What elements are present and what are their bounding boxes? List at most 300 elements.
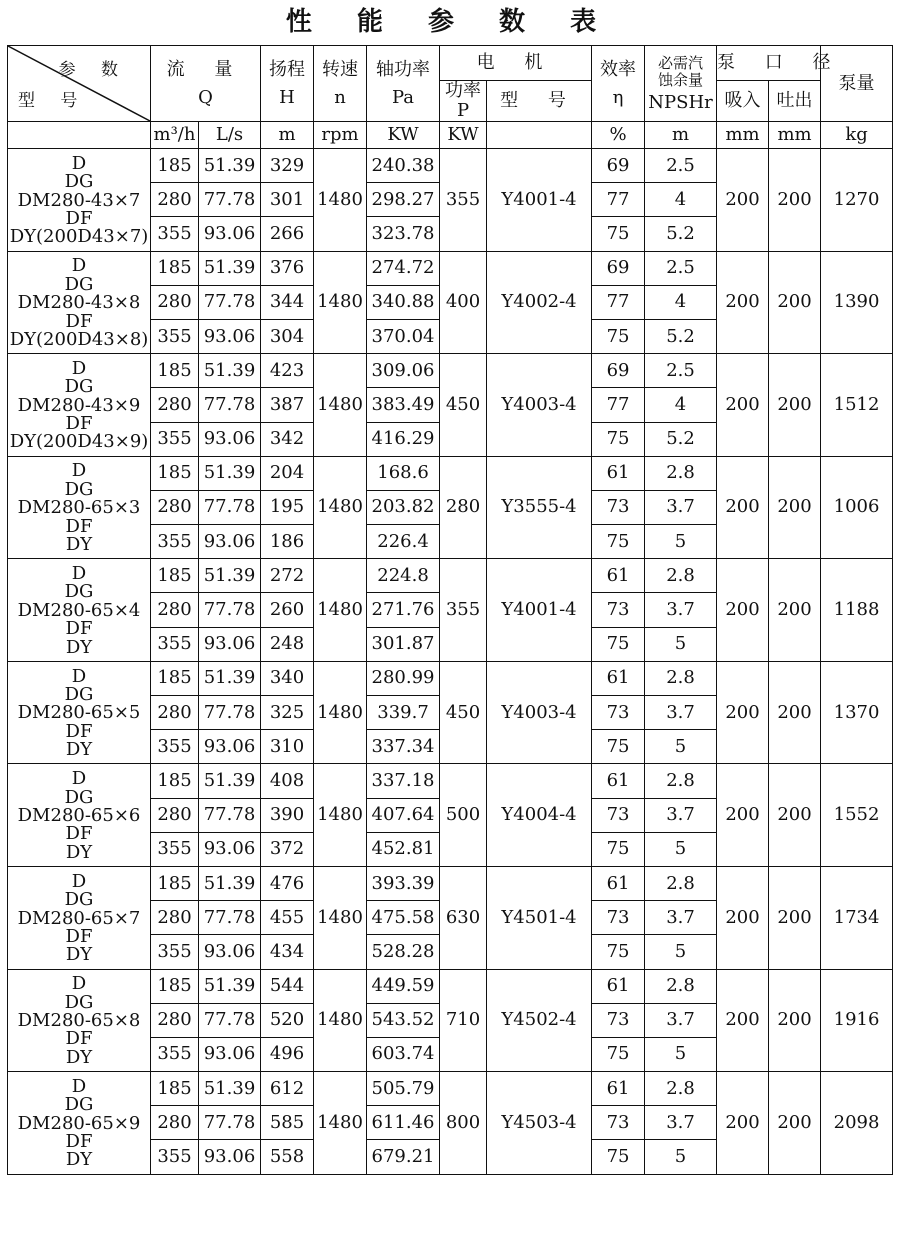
npsh-cell: 3.7 — [645, 593, 717, 627]
model-cell — [8, 456, 151, 559]
motor-power-cell: 280 — [440, 456, 487, 559]
model-line: DY — [65, 944, 93, 966]
head-cell: 434 — [261, 935, 314, 969]
speed-cell: 1480 — [314, 969, 367, 1072]
flow-ls-cell: 51.39 — [199, 251, 261, 285]
motor-power-cell: 800 — [440, 1072, 487, 1175]
shaft-power-cell: 168.6 — [367, 456, 440, 490]
head-cell: 520 — [261, 1003, 314, 1037]
shaft-power-cell: 370.04 — [367, 319, 440, 353]
shaft-power-cell: 271.76 — [367, 593, 440, 627]
flow-m3h-cell: 355 — [151, 525, 199, 559]
efficiency-cell: 61 — [592, 969, 645, 1003]
npsh-cell: 2.5 — [645, 354, 717, 388]
suction-cell: 200 — [717, 661, 769, 764]
npsh-cell: 2.8 — [645, 456, 717, 490]
head-cell: 612 — [261, 1072, 314, 1106]
npsh-cell: 2.8 — [645, 764, 717, 798]
model-line: DY — [65, 1046, 93, 1068]
efficiency-cell: 69 — [592, 149, 645, 183]
npsh-cell: 3.7 — [645, 1003, 717, 1037]
shaft-power-cell: 337.34 — [367, 730, 440, 764]
efficiency-cell: 73 — [592, 901, 645, 935]
flow-m3h-cell: 355 — [151, 627, 199, 661]
suction-cell: 200 — [717, 149, 769, 252]
npsh-cell: 4 — [645, 285, 717, 319]
header-discharge: 吐出 — [769, 81, 821, 122]
npsh-cell: 3.7 — [645, 798, 717, 832]
flow-m3h-cell: 185 — [151, 969, 199, 1003]
model-cell — [8, 969, 151, 1072]
discharge-cell: 200 — [769, 456, 821, 559]
header-motor-power-label: 功率 — [445, 80, 482, 101]
efficiency-cell: 69 — [592, 251, 645, 285]
motor-power-cell: 500 — [440, 764, 487, 867]
header-efficiency-symbol: η — [612, 86, 624, 108]
npsh-cell: 5.2 — [645, 422, 717, 456]
head-cell: 423 — [261, 354, 314, 388]
discharge-cell: 200 — [769, 764, 821, 867]
header-weight: 泵量 — [821, 46, 893, 122]
shaft-power-cell: 543.52 — [367, 1003, 440, 1037]
table-row — [8, 251, 893, 285]
flow-m3h-cell: 355 — [151, 422, 199, 456]
model-line: DM280-65×5 — [17, 702, 141, 724]
flow-ls-cell: 77.78 — [199, 901, 261, 935]
motor-model-cell: Y4001-4 — [487, 149, 592, 252]
flow-ls-cell: 93.06 — [199, 730, 261, 764]
flow-m3h-cell: 185 — [151, 661, 199, 695]
model-line: D — [71, 1075, 87, 1097]
efficiency-cell: 75 — [592, 525, 645, 559]
flow-ls-cell: 51.39 — [199, 1072, 261, 1106]
shaft-power-cell: 475.58 — [367, 901, 440, 935]
npsh-cell: 2.8 — [645, 661, 717, 695]
shaft-power-cell: 407.64 — [367, 798, 440, 832]
flow-ls-cell: 93.06 — [199, 627, 261, 661]
header-motor-power — [440, 81, 487, 122]
npsh-cell: 5 — [645, 627, 717, 661]
speed-cell: 1480 — [314, 149, 367, 252]
head-cell: 304 — [261, 319, 314, 353]
shaft-power-cell: 339.7 — [367, 696, 440, 730]
motor-power-cell: 630 — [440, 866, 487, 969]
head-cell: 186 — [261, 525, 314, 559]
suction-cell: 200 — [717, 456, 769, 559]
model-line: DM280-65×4 — [17, 599, 141, 621]
speed-cell: 1480 — [314, 1072, 367, 1175]
npsh-cell: 2.8 — [645, 866, 717, 900]
model-line: DM280-65×3 — [17, 497, 141, 519]
flow-ls-cell: 77.78 — [199, 593, 261, 627]
header-npsh-symbol: NPSHr — [648, 91, 713, 113]
flow-m3h-cell: 355 — [151, 832, 199, 866]
flow-m3h-cell: 355 — [151, 1140, 199, 1174]
header-speed-label: 转速 — [322, 58, 359, 80]
model-line: D — [71, 973, 87, 995]
motor-power-cell: 710 — [440, 969, 487, 1072]
npsh-cell: 3.7 — [645, 1106, 717, 1140]
speed-cell: 1480 — [314, 764, 367, 867]
model-line: DY(200D43×9) — [9, 431, 149, 453]
discharge-cell: 200 — [769, 969, 821, 1072]
model-cell — [8, 661, 151, 764]
model-line: DF — [65, 618, 93, 640]
shaft-power-cell: 298.27 — [367, 183, 440, 217]
model-line: DG — [64, 889, 94, 911]
flow-ls-cell: 93.06 — [199, 217, 261, 251]
unit-cell: mm — [717, 122, 769, 149]
motor-model-cell: Y4004-4 — [487, 764, 592, 867]
model-line: DF — [65, 310, 93, 332]
model-line: DG — [64, 478, 94, 500]
flow-ls-cell: 77.78 — [199, 490, 261, 524]
speed-cell: 1480 — [314, 866, 367, 969]
suction-cell: 200 — [717, 969, 769, 1072]
discharge-cell: 200 — [769, 1072, 821, 1175]
suction-cell: 200 — [717, 1072, 769, 1175]
head-cell: 310 — [261, 730, 314, 764]
flow-ls-cell: 77.78 — [199, 285, 261, 319]
head-cell: 266 — [261, 217, 314, 251]
head-cell: 301 — [261, 183, 314, 217]
suction-cell: 200 — [717, 559, 769, 662]
suction-cell: 200 — [717, 251, 769, 354]
model-line: DF — [65, 1028, 93, 1050]
model-line: D — [71, 870, 87, 892]
unit-cell: m³/h — [151, 122, 199, 149]
discharge-cell: 200 — [769, 149, 821, 252]
efficiency-cell: 73 — [592, 1106, 645, 1140]
model-line: DG — [64, 786, 94, 808]
flow-ls-cell: 93.06 — [199, 935, 261, 969]
model-line: DG — [64, 581, 94, 603]
flow-ls-cell: 51.39 — [199, 456, 261, 490]
flow-ls-cell: 77.78 — [199, 1003, 261, 1037]
head-cell: 376 — [261, 251, 314, 285]
npsh-cell: 3.7 — [645, 490, 717, 524]
npsh-cell: 3.7 — [645, 901, 717, 935]
npsh-cell: 5.2 — [645, 319, 717, 353]
flow-m3h-cell: 280 — [151, 696, 199, 730]
weight-cell: 1390 — [821, 251, 893, 354]
head-cell: 340 — [261, 661, 314, 695]
header-speed — [314, 46, 367, 122]
header-head-symbol: H — [279, 86, 295, 108]
efficiency-cell: 75 — [592, 217, 645, 251]
unit-cell: mm — [769, 122, 821, 149]
header-flow-label: 流 量 — [166, 58, 245, 80]
unit-cell: m — [645, 122, 717, 149]
header-motor: 电 机 — [440, 46, 592, 81]
header-flow-symbol: Q — [198, 86, 213, 108]
flow-ls-cell: 77.78 — [199, 1106, 261, 1140]
model-line: DY(200D43×7) — [9, 226, 149, 248]
model-cell — [8, 251, 151, 354]
flow-m3h-cell: 280 — [151, 901, 199, 935]
head-cell: 390 — [261, 798, 314, 832]
weight-cell: 1916 — [821, 969, 893, 1072]
table-row — [8, 149, 893, 183]
head-cell: 544 — [261, 969, 314, 1003]
flow-m3h-cell: 185 — [151, 456, 199, 490]
suction-cell: 200 — [717, 354, 769, 457]
model-cell — [8, 354, 151, 457]
flow-ls-cell: 77.78 — [199, 388, 261, 422]
model-line: DM280-43×9 — [17, 394, 141, 416]
flow-m3h-cell: 355 — [151, 319, 199, 353]
flow-m3h-cell: 355 — [151, 730, 199, 764]
efficiency-cell: 73 — [592, 798, 645, 832]
efficiency-cell: 75 — [592, 730, 645, 764]
head-cell: 204 — [261, 456, 314, 490]
header-flow — [151, 46, 261, 122]
shaft-power-cell: 452.81 — [367, 832, 440, 866]
head-cell: 496 — [261, 1037, 314, 1071]
shaft-power-cell: 528.28 — [367, 935, 440, 969]
shaft-power-cell: 603.74 — [367, 1037, 440, 1071]
discharge-cell: 200 — [769, 559, 821, 662]
efficiency-cell: 75 — [592, 832, 645, 866]
table-row — [8, 866, 893, 900]
npsh-cell: 5 — [645, 525, 717, 559]
model-line: DM280-43×8 — [17, 292, 141, 314]
flow-ls-cell: 77.78 — [199, 183, 261, 217]
flow-m3h-cell: 280 — [151, 183, 199, 217]
header-pump-port: 泵 口 径 — [717, 46, 821, 81]
model-line: DF — [65, 823, 93, 845]
efficiency-cell: 73 — [592, 490, 645, 524]
discharge-cell: 200 — [769, 354, 821, 457]
head-cell: 248 — [261, 627, 314, 661]
speed-cell: 1480 — [314, 559, 367, 662]
npsh-cell: 5.2 — [645, 217, 717, 251]
flow-ls-cell: 51.39 — [199, 354, 261, 388]
shaft-power-cell: 393.39 — [367, 866, 440, 900]
flow-ls-cell: 77.78 — [199, 696, 261, 730]
model-line: DG — [64, 171, 94, 193]
npsh-cell: 2.5 — [645, 149, 717, 183]
header-npsh — [645, 46, 717, 122]
discharge-cell: 200 — [769, 661, 821, 764]
flow-ls-cell: 93.06 — [199, 422, 261, 456]
discharge-cell: 200 — [769, 251, 821, 354]
flow-m3h-cell: 280 — [151, 285, 199, 319]
head-cell: 408 — [261, 764, 314, 798]
speed-cell: 1480 — [314, 456, 367, 559]
flow-m3h-cell: 280 — [151, 1003, 199, 1037]
model-line: DG — [64, 1094, 94, 1116]
units-corner-cell — [8, 122, 151, 149]
shaft-power-cell: 611.46 — [367, 1106, 440, 1140]
efficiency-cell: 61 — [592, 456, 645, 490]
suction-cell: 200 — [717, 764, 769, 867]
shaft-power-cell: 505.79 — [367, 1072, 440, 1106]
speed-cell: 1480 — [314, 661, 367, 764]
model-line: D — [71, 665, 87, 687]
model-cell — [8, 1072, 151, 1175]
efficiency-cell: 75 — [592, 627, 645, 661]
head-cell: 342 — [261, 422, 314, 456]
model-line: D — [71, 357, 87, 379]
flow-m3h-cell: 185 — [151, 354, 199, 388]
shaft-power-cell: 416.29 — [367, 422, 440, 456]
model-line: DM280-43×7 — [17, 189, 141, 211]
head-cell: 476 — [261, 866, 314, 900]
efficiency-cell: 77 — [592, 183, 645, 217]
table-row — [8, 661, 893, 695]
flow-m3h-cell: 280 — [151, 490, 199, 524]
head-cell: 329 — [261, 149, 314, 183]
model-line: DY — [65, 841, 93, 863]
efficiency-cell: 75 — [592, 1037, 645, 1071]
header-motor-power-symbol: P — [456, 100, 470, 121]
efficiency-cell: 61 — [592, 866, 645, 900]
flow-m3h-cell: 185 — [151, 251, 199, 285]
motor-model-cell: Y4002-4 — [487, 251, 592, 354]
npsh-cell: 5 — [645, 935, 717, 969]
weight-cell: 1734 — [821, 866, 893, 969]
header-npsh-line1: 必需汽 — [658, 53, 704, 72]
head-cell: 387 — [261, 388, 314, 422]
performance-table — [7, 45, 893, 1175]
model-line: D — [71, 255, 87, 277]
weight-cell: 1552 — [821, 764, 893, 867]
head-cell: 585 — [261, 1106, 314, 1140]
model-cell — [8, 149, 151, 252]
header-motor-model: 型 号 — [487, 81, 592, 122]
header-head-label: 扬程 — [269, 58, 306, 80]
flow-ls-cell: 51.39 — [199, 559, 261, 593]
model-cell — [8, 764, 151, 867]
speed-cell: 1480 — [314, 354, 367, 457]
model-line: DF — [65, 413, 93, 435]
shaft-power-cell: 337.18 — [367, 764, 440, 798]
model-line: DM280-65×9 — [17, 1112, 141, 1134]
npsh-cell: 4 — [645, 388, 717, 422]
table-row — [8, 456, 893, 490]
flow-m3h-cell: 355 — [151, 217, 199, 251]
model-line: DG — [64, 376, 94, 398]
motor-power-cell: 450 — [440, 354, 487, 457]
efficiency-cell: 61 — [592, 661, 645, 695]
flow-ls-cell: 51.39 — [199, 866, 261, 900]
npsh-cell: 5 — [645, 1037, 717, 1071]
unit-cell: rpm — [314, 122, 367, 149]
efficiency-cell: 61 — [592, 559, 645, 593]
weight-cell: 1370 — [821, 661, 893, 764]
unit-cell: KW — [440, 122, 487, 149]
header-efficiency-label: 效率 — [600, 58, 637, 80]
model-line: DY — [65, 636, 93, 658]
flow-ls-cell: 93.06 — [199, 319, 261, 353]
flow-m3h-cell: 280 — [151, 798, 199, 832]
model-line: DF — [65, 207, 93, 229]
head-cell: 344 — [261, 285, 314, 319]
efficiency-cell: 77 — [592, 285, 645, 319]
shaft-power-cell: 449.59 — [367, 969, 440, 1003]
model-line: DM280-65×8 — [17, 1010, 141, 1032]
flow-ls-cell: 93.06 — [199, 1037, 261, 1071]
shaft-power-cell: 224.8 — [367, 559, 440, 593]
shaft-power-cell: 203.82 — [367, 490, 440, 524]
model-line: DY — [65, 1149, 93, 1171]
flow-m3h-cell: 280 — [151, 388, 199, 422]
flow-ls-cell: 93.06 — [199, 1140, 261, 1174]
model-line: DM280-65×6 — [17, 804, 141, 826]
shaft-power-cell: 301.87 — [367, 627, 440, 661]
head-cell: 325 — [261, 696, 314, 730]
model-line: DF — [65, 1131, 93, 1153]
motor-power-cell: 450 — [440, 661, 487, 764]
npsh-cell: 5 — [645, 832, 717, 866]
flow-ls-cell: 93.06 — [199, 525, 261, 559]
model-line: DY(200D43×8) — [9, 328, 149, 350]
model-cell — [8, 866, 151, 969]
model-line: D — [71, 768, 87, 790]
npsh-cell: 2.5 — [645, 251, 717, 285]
motor-model-cell: Y4003-4 — [487, 661, 592, 764]
flow-ls-cell: 93.06 — [199, 832, 261, 866]
head-cell: 195 — [261, 490, 314, 524]
motor-model-cell: Y4503-4 — [487, 1072, 592, 1175]
page-title: 性 能 参 数 表 — [285, 7, 615, 37]
npsh-cell: 2.8 — [645, 969, 717, 1003]
weight-cell: 2098 — [821, 1072, 893, 1175]
npsh-cell: 5 — [645, 730, 717, 764]
unit-cell — [487, 122, 592, 149]
motor-power-cell: 355 — [440, 559, 487, 662]
model-line: D — [71, 152, 87, 174]
efficiency-cell: 75 — [592, 319, 645, 353]
shaft-power-cell: 383.49 — [367, 388, 440, 422]
header-shaft-power-label: 轴功率 — [376, 58, 431, 80]
header-corner — [8, 46, 151, 122]
table-row — [8, 764, 893, 798]
npsh-cell: 2.8 — [645, 1072, 717, 1106]
units-row — [8, 122, 893, 149]
efficiency-cell: 75 — [592, 422, 645, 456]
corner-top-label: 参 数 — [58, 60, 128, 80]
flow-m3h-cell: 185 — [151, 866, 199, 900]
unit-cell: % — [592, 122, 645, 149]
efficiency-cell: 73 — [592, 696, 645, 730]
motor-power-cell: 355 — [440, 149, 487, 252]
table-row — [8, 354, 893, 388]
unit-cell: L/s — [199, 122, 261, 149]
model-line: DF — [65, 925, 93, 947]
flow-ls-cell: 51.39 — [199, 764, 261, 798]
header-head — [261, 46, 314, 122]
head-cell: 372 — [261, 832, 314, 866]
flow-m3h-cell: 355 — [151, 1037, 199, 1071]
discharge-cell: 200 — [769, 866, 821, 969]
shaft-power-cell: 226.4 — [367, 525, 440, 559]
suction-cell: 200 — [717, 866, 769, 969]
unit-cell: m — [261, 122, 314, 149]
header-shaft-power — [367, 46, 440, 122]
npsh-cell: 5 — [645, 1140, 717, 1174]
efficiency-cell: 61 — [592, 1072, 645, 1106]
flow-ls-cell: 51.39 — [199, 661, 261, 695]
shaft-power-cell: 323.78 — [367, 217, 440, 251]
flow-m3h-cell: 185 — [151, 764, 199, 798]
model-line: DF — [65, 720, 93, 742]
shaft-power-cell: 280.99 — [367, 661, 440, 695]
efficiency-cell: 61 — [592, 764, 645, 798]
model-line: DG — [64, 991, 94, 1013]
flow-m3h-cell: 355 — [151, 935, 199, 969]
